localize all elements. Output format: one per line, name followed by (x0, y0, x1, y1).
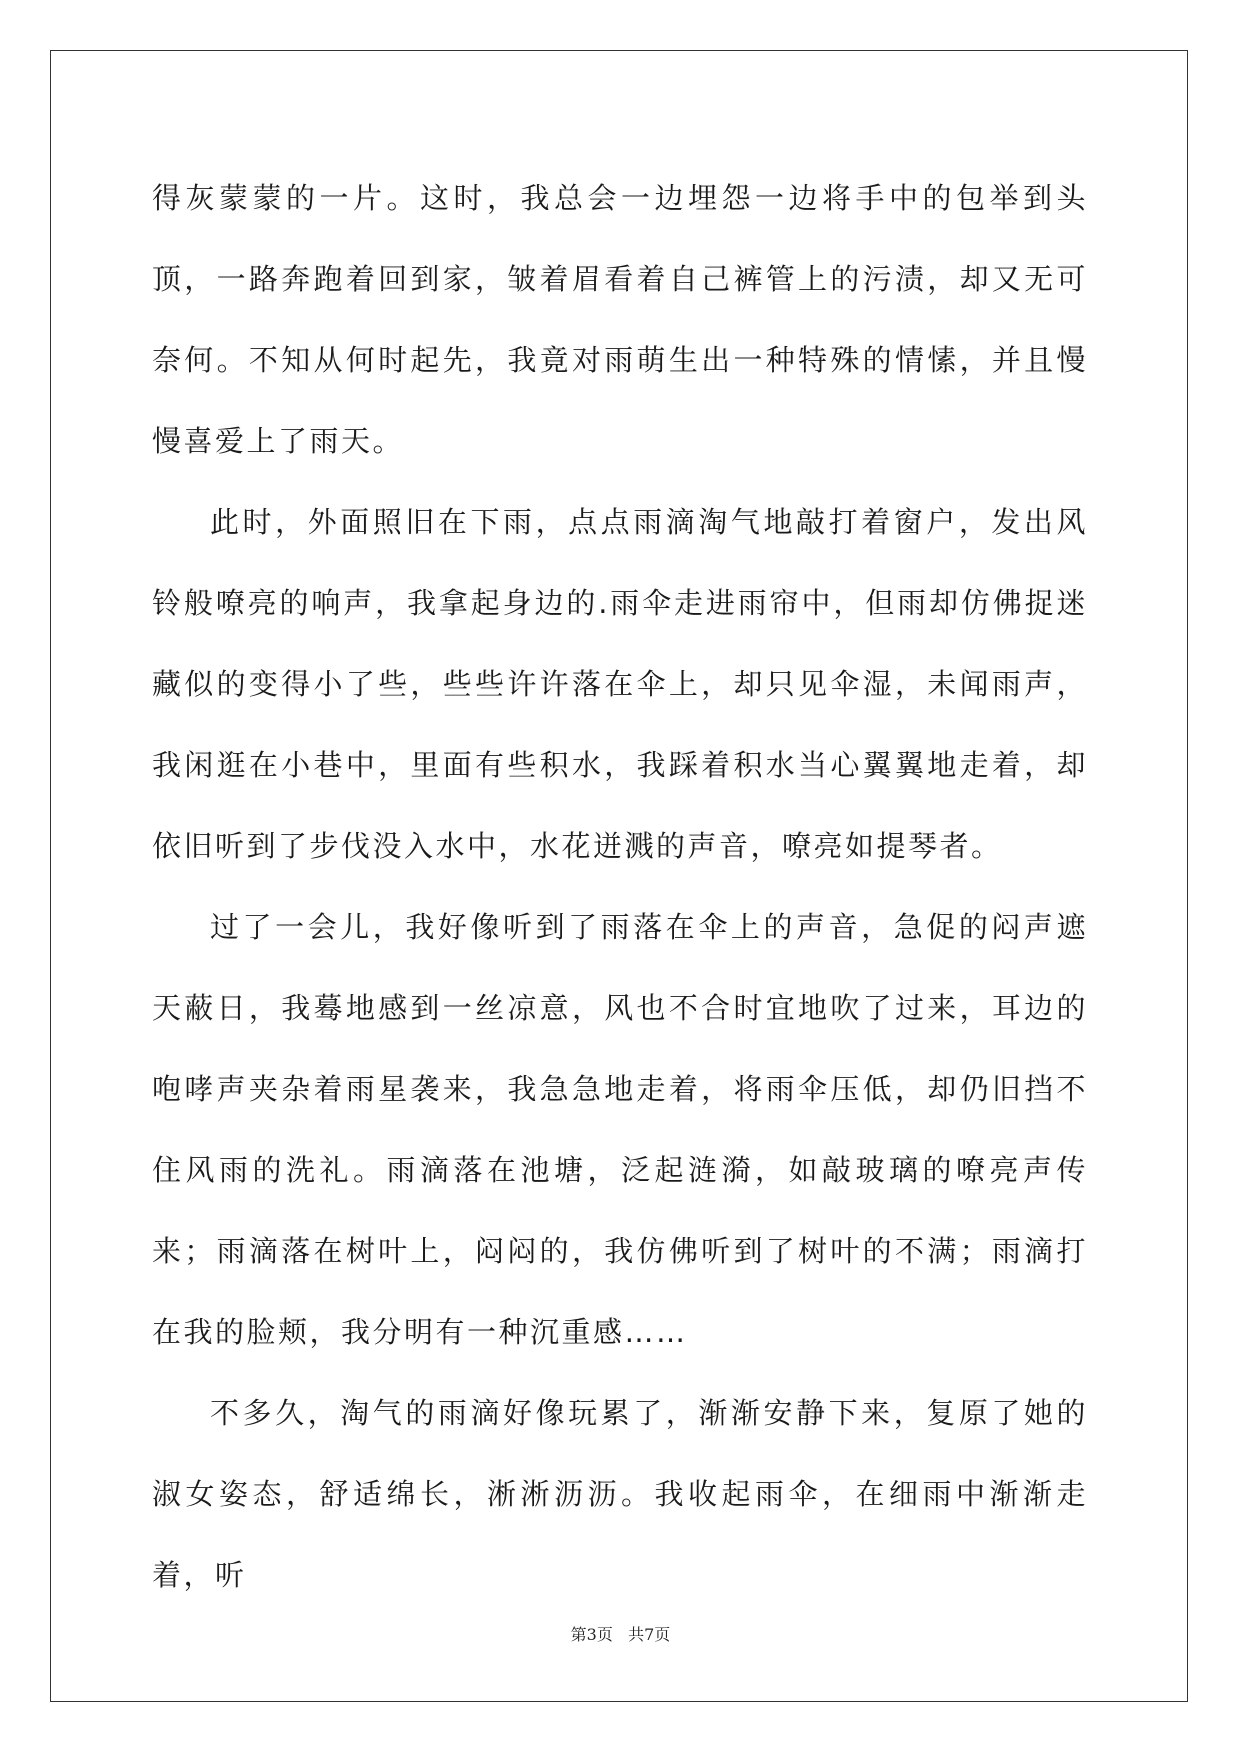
page-footer (0, 1622, 1241, 1645)
footer-spacer (613, 1625, 628, 1644)
paragraph: 不多久，淘气的雨滴好像玩累了，渐渐安静下来，复原了她的淑女姿态，舒适绵长，淅淅沥沥。我收起雨伞，在细雨中渐渐走着，听 (152, 1396, 1088, 1592)
page-total: 共7页 (628, 1625, 671, 1644)
page-number: 第3页 (570, 1625, 613, 1644)
document-body (152, 158, 1088, 1616)
paragraph: 此时，外面照旧在下雨，点点雨滴淘气地敲打着窗户，发出风铃般嘹亮的响声，我拿起身边的.雨伞走进雨帘中，但雨却仿佛捉迷藏似的变得小了些，些些许许落在伞上，却只见伞湿，未闻雨声，我闲逛在小巷中，里面有些积水，我踩着积水当心翼翼地走着，却依旧听到了步伐没入水中，水花迸溅的声音，嘹亮如提琴者。 (152, 505, 1088, 863)
paragraph: 得灰蒙蒙的一片。这时，我总会一边埋怨一边将手中的包举到头顶，一路奔跑着回到家，皱着眉看着自己裤管上的污渍，却又无可奈何。不知从何时起先，我竟对雨萌生出一种特殊的情愫，并且慢慢喜爱上了雨天。 (152, 181, 1088, 458)
paragraph: 过了一会儿，我好像听到了雨落在伞上的声音，急促的闷声遮天蔽日，我蓦地感到一丝凉意，风也不合时宜地吹了过来，耳边的咆哮声夹杂着雨星袭来，我急急地走着，将雨伞压低，却仍旧挡不住风雨的洗礼。雨滴落在池塘，泛起涟漪，如敲玻璃的嘹亮声传来；雨滴落在树叶上，闷闷的，我仿佛听到了树叶的不满；雨滴打在我的脸颊，我分明有一种沉重感…… (152, 910, 1088, 1349)
